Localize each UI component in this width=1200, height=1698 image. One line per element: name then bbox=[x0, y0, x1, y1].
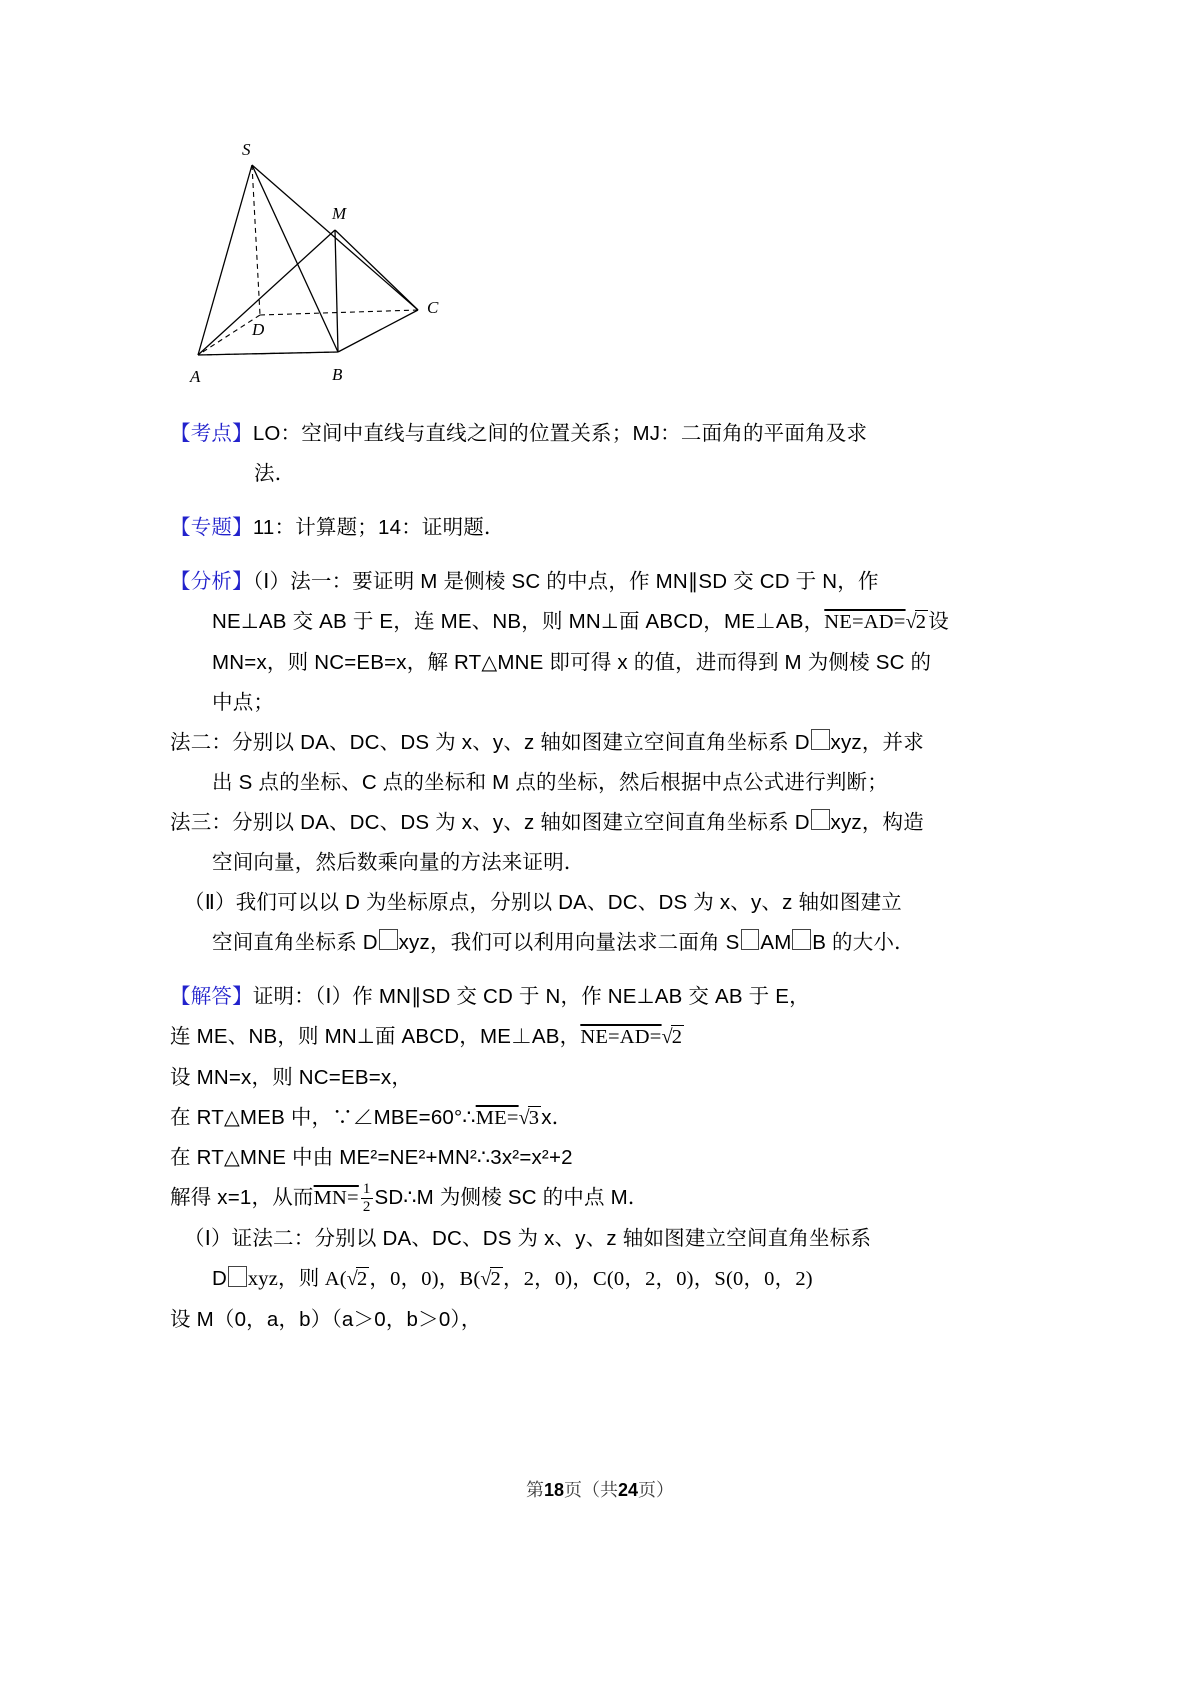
kaodian-line1: LO：空间中直线与直线之间的位置关系；MJ：二面角的平面角及求 bbox=[252, 422, 868, 445]
sqrt-2-proof: √2 bbox=[661, 1025, 683, 1048]
footer-page-number: 18 bbox=[543, 1480, 564, 1500]
fenxi-ii-l2b: xyz，我们可以利用向量法求二面角 S bbox=[398, 930, 740, 954]
jieda-line-5: 在 RT△MNE 中由 ME²=NE²+MN²∴3x²=x²+2 bbox=[170, 1146, 573, 1170]
jieda-line-2 bbox=[170, 1017, 1000, 1058]
fenxi-ii-l2c: AM bbox=[760, 930, 792, 954]
fenxi-fa2-l1b: xyz，并求 bbox=[830, 730, 924, 754]
jieda-l4c: x． bbox=[541, 1105, 573, 1129]
tofu-glyph bbox=[379, 929, 398, 950]
sqrt-2-analysis: √2 bbox=[905, 610, 927, 633]
jieda-line-8 bbox=[170, 1259, 1000, 1300]
fenxi-fa2-line-2: 出 S 点的坐标、C 点的坐标和 M 点的坐标，然后根据中点公式进行判断； bbox=[212, 770, 888, 794]
fenxi-block bbox=[170, 562, 1000, 963]
sqrt-2-coord-a: √2 bbox=[346, 1268, 368, 1291]
jieda-l6a: 解得 x=1，从而 bbox=[170, 1186, 314, 1210]
fenxi-line-3: MN=x，则 NC=EB=x，解 RT△MNE 即可得 x 的值，进而得到 M 为侧棱 SC 的 bbox=[212, 650, 932, 674]
kaodian-line2: 法． bbox=[254, 461, 296, 485]
zhuanti-text: 11：计算题；14：证明题． bbox=[252, 515, 505, 539]
jieda-l8b: xyz，则 A( bbox=[247, 1268, 347, 1291]
fenxi-fa3-l1b: xyz，构造 bbox=[830, 810, 924, 834]
zhuanti-block bbox=[170, 508, 1000, 548]
tofu-glyph bbox=[792, 929, 811, 950]
jieda-l8a: D bbox=[212, 1267, 228, 1291]
jieda-l6b: MN= bbox=[313, 1187, 359, 1210]
fenxi-line-1 bbox=[170, 562, 1000, 602]
jieda-tag: 【解答】 bbox=[170, 984, 253, 1008]
fenxi-fa3-l1: 法三：分别以 DA、DC、DS 为 x、y、z 轴如图建立空间直角坐标系 D bbox=[170, 810, 810, 834]
fenxi-ii-l2d: B 的大小． bbox=[812, 930, 915, 954]
fenxi-l2c: 设 bbox=[928, 609, 949, 633]
figure-label-M: M bbox=[332, 204, 347, 223]
sqrt-2-coord-b-radicand: 2 bbox=[490, 1268, 501, 1291]
footer-suffix: 页） bbox=[638, 1480, 675, 1500]
page-content bbox=[170, 120, 1000, 1340]
fenxi-line-2 bbox=[170, 602, 1000, 643]
kaodian-tag: 【考点】 bbox=[170, 422, 253, 445]
jieda-l2a: 连 ME、NB，则 MN⊥面 ABCD，ME⊥AB， bbox=[170, 1024, 581, 1048]
fraction-numerator: 1 bbox=[362, 1180, 371, 1197]
footer-prefix: 第 bbox=[525, 1480, 544, 1500]
jieda-line-3: 设 MN=x，则 NC=EB=x， bbox=[170, 1065, 413, 1089]
jieda-line-6 bbox=[170, 1178, 1000, 1219]
fraction-denominator: 2 bbox=[362, 1198, 371, 1215]
sqrt-2-proof-radicand: 2 bbox=[671, 1025, 683, 1048]
tofu-glyph bbox=[811, 809, 830, 830]
fenxi-tag: 【分析】 bbox=[170, 569, 253, 593]
fenxi-fa2-l1: 法二：分别以 DA、DC、DS 为 x、y、z 轴如图建立空间直角坐标系 D bbox=[170, 730, 810, 754]
fenxi-ii-l2a: 空间直角坐标系 D bbox=[212, 930, 378, 954]
jieda-line-1 bbox=[170, 977, 1000, 1017]
jieda-l1: 证明：（Ⅰ）作 MN∥SD 交 CD 于 N，作 NE⊥AB 交 AB 于 E， bbox=[252, 984, 810, 1008]
jieda-l6c: SD∴M 为侧棱 SC 的中点 M． bbox=[374, 1186, 649, 1210]
jieda-l4b: ME= bbox=[475, 1106, 519, 1129]
fenxi-fa3-line-2: 空间向量，然后数乘向量的方法来证明． bbox=[212, 850, 585, 874]
kaodian-block bbox=[170, 414, 1000, 494]
figure-label-B: B bbox=[332, 365, 343, 384]
fenxi-l2b: NE=AD= bbox=[824, 610, 906, 633]
figure-label-C: C bbox=[427, 298, 439, 317]
tofu-glyph bbox=[228, 1266, 247, 1287]
sqrt-3-proof: √3 bbox=[518, 1106, 540, 1129]
fenxi-fa2-line-1 bbox=[170, 723, 1000, 763]
figure-label-S: S bbox=[242, 140, 251, 159]
jieda-l4a: 在 RT△MEB 中，∵∠MBE=60°∴ bbox=[170, 1105, 476, 1129]
jieda-line-7: （Ⅰ）证法二：分别以 DA、DC、DS 为 x、y、z 轴如图建立空间直角坐标系 bbox=[184, 1227, 872, 1251]
sqrt-2-analysis-radicand: 2 bbox=[915, 610, 927, 633]
zhuanti-tag: 【专题】 bbox=[170, 515, 253, 539]
fraction-one-half bbox=[361, 1181, 373, 1216]
fenxi-line-4: 中点； bbox=[212, 690, 275, 714]
footer-total-pages: 24 bbox=[618, 1480, 639, 1500]
tofu-glyph bbox=[811, 729, 830, 750]
jieda-line-4 bbox=[170, 1098, 1000, 1139]
geometry-figure bbox=[180, 120, 480, 400]
sqrt-2-coord-a-radicand: 2 bbox=[356, 1268, 368, 1291]
fenxi-l1a: （Ⅰ）法一：要证明 M 是侧棱 SC 的中点，作 MN∥SD 交 CD 于 N，作 bbox=[252, 569, 879, 593]
figure-label-A: A bbox=[190, 367, 201, 386]
jieda-line-9: 设 M（0，a，b）（a＞0，b＞0）， bbox=[170, 1308, 482, 1332]
jieda-block bbox=[170, 977, 1000, 1341]
fenxi-l2a: NE⊥AB 交 AB 于 E，连 ME、NB，则 MN⊥面 ABCD，ME⊥AB， bbox=[212, 609, 825, 633]
footer-middle: 页（共 bbox=[564, 1480, 618, 1500]
jieda-l2b: NE=AD= bbox=[580, 1025, 662, 1048]
fenxi-ii-line-2 bbox=[170, 923, 1000, 963]
jieda-l8c: ，0，0)，B( bbox=[369, 1268, 481, 1291]
jieda-l8d: ，2，0)，C(0，2，0)，S(0，0，2) bbox=[503, 1268, 813, 1291]
fenxi-fa3-line-1 bbox=[170, 803, 1000, 843]
sqrt-2-coord-b: √2 bbox=[480, 1268, 501, 1291]
page-footer bbox=[0, 1476, 1200, 1502]
fenxi-ii-line-1: （Ⅱ）我们可以以 D 为坐标原点，分别以 DA、DC、DS 为 x、y、z 轴如图建立 bbox=[184, 890, 902, 914]
sqrt-3-proof-radicand: 3 bbox=[528, 1106, 540, 1129]
tofu-glyph bbox=[741, 929, 760, 950]
figure-label-D: D bbox=[252, 320, 265, 339]
